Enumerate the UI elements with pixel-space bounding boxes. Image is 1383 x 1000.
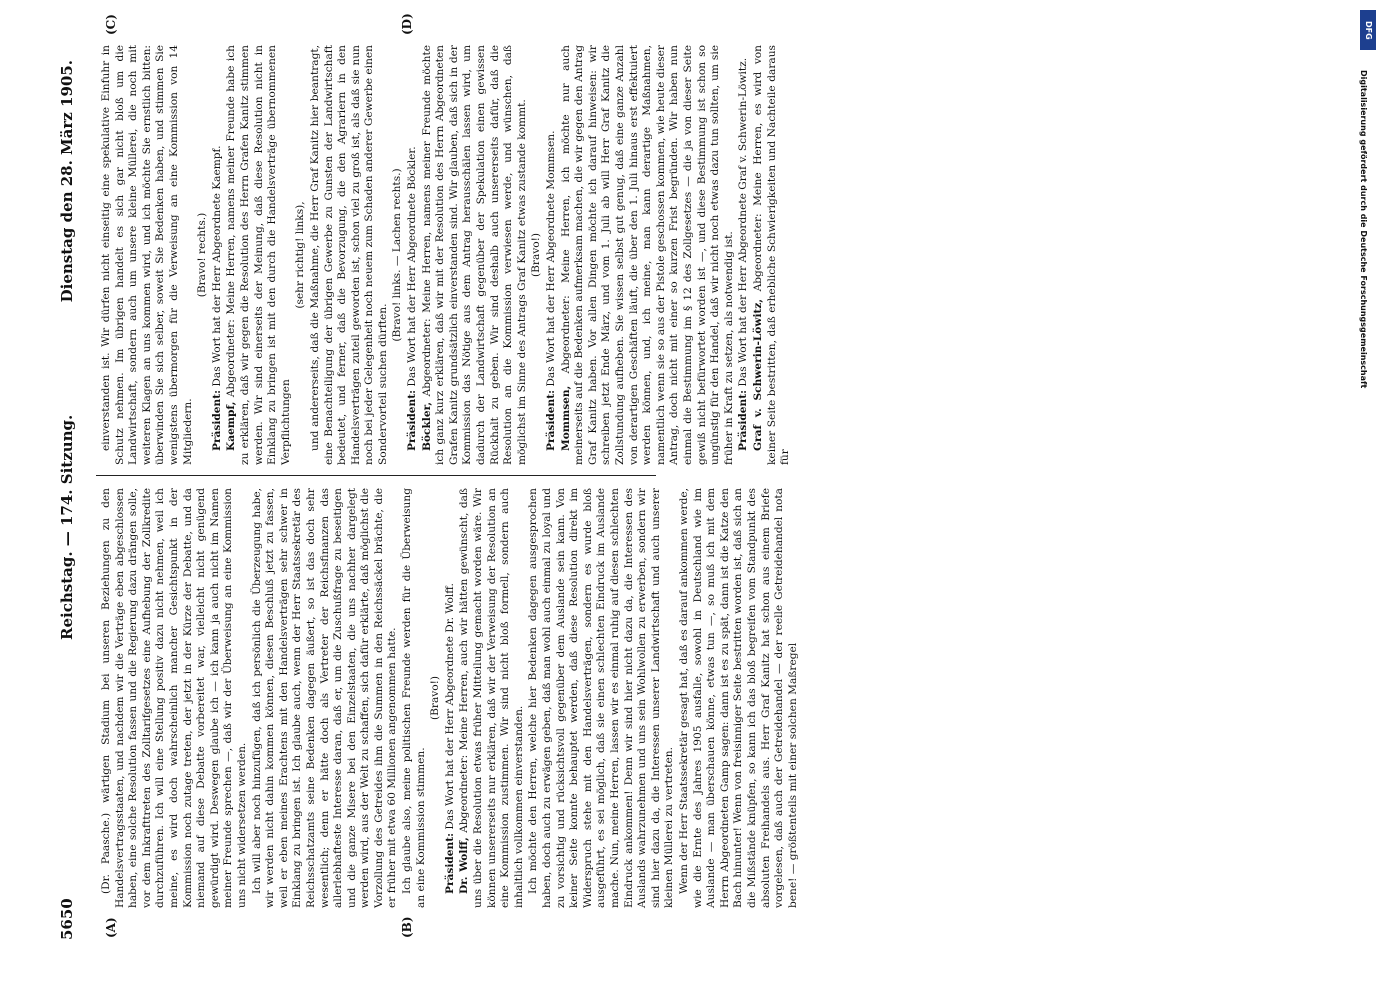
speaker-name: Präsident: [737,389,750,451]
interjection: (Bravo!) [530,232,543,278]
page-number: 5650 [58,898,76,940]
speech-paragraph [458,488,526,908]
body-paragraph: und andererseits, daß die Maßnahme, die Herr Graf Kanitz hier beantragt, eine Benachteiligung der übrigen Gewerbe zu Gunsten der Landwirtschaft bedeutet, und ferner, daß die Bevorzugung, die den Agrariern in den Handelsverträgen zuteil geworden ist, schon viel zu groß ist, als daß sie nun noch bei jeder Gelegenheit noch neuem zum Schaden anderer Gewerbe einen Sondervorteil suchen dürften. [308,45,389,465]
speech-text: Abgeordneter: Meine Herren, ich möchte nur auch meinerseits auf die Bedenken aufmerksam machen, die wir gegen den Antrag Graf Kanitz haben. Vor allen Dingen möchte ich darauf hinweisen: wir schreiben jetzt Ende März, und vom 1. Juli ab will Herr Graf Kanitz die Zollstundung aufheben. Sie wissen selbst gut genug, daß eine ganze Anzahl von derartigen Geschäften läuft, die über den 1. Juli hinaus erst effektuiert werden können, und, ich meine, man kann derartige Maßnahmen, namentlich wenn sie so aus der Pistole geschossen kommen, wie heute dieser Antrag, doch nicht mit einer so kurzen Frist begründen. Wir haben nun einmal die Bestimmung im § 12 des Zollgesetzes — die ja von dieser Seite gewiß nicht befürwortet worden ist —, und diese Bestimmung ist schon so ungünstig für den Handel, daß wir nicht noch etwas dazu tun sollten, um sie früher in Kraft zu setzen, als notwendig ist. [559,45,735,465]
speech-paragraph [406,45,420,465]
margin-marker-c: (C) [104,14,118,35]
margin-marker-b: (B) [400,916,414,938]
page-header [58,60,82,940]
session-title: Reichstag. — 174. Sitzung. [58,414,76,640]
speech-paragraph [421,45,530,465]
digitization-credit [1359,10,1379,990]
interjection: (sehr richtig! links), [294,201,307,309]
interjection: (Bravo!) [429,675,442,721]
speaker-name: Präsident: [210,389,223,451]
speaker-name: Böckler, [420,401,433,451]
speaker-name: Dr. Wolff, [458,837,471,894]
speaker-name: Graf v. Schwerin-Löwitz, [751,298,764,451]
session-date: Dienstag den 28. März 1905. [58,60,76,303]
speech-paragraph [560,45,737,465]
margin-marker-d: (D) [400,13,414,35]
body-paragraph: einverstanden ist. Wir dürfen nicht einseitig eine spekulative Einfuhr in Schutz nehmen. Im übrigen handelt es sich gar nicht bloß um die Landwirtschaft, sondern auch um unsere kleine Müllerei, die noch mit weiteren Klagen an uns kommen wird, und ich möchte Sie ernstlich bitten: überwinden Sie sich selber, soweit Sie Bedenken haben, und stimmen Sie wenigstens übermorgen für die Verweisung an eine Kommission von 14 Mitgliedern. [100,45,194,465]
speech-text: Das Wort hat der Herr Abgeordnete Graf v. Schwerin-Löwitz. [737,57,750,387]
dfg-logo: DFG [1360,10,1376,50]
speaker-name: Präsident: [545,389,557,451]
speech-text: Das Wort hat der Herr Abgeordnete Dr. Wolff. [443,583,456,830]
margin-marker-a: (A) [104,917,118,938]
speaker-name: Präsident: [406,389,419,451]
credit-text: Digitalisierung gefördert durch die Deutsche Forschungsgemeinschaft [1359,70,1368,389]
speaker-name: Präsident: [443,832,456,894]
body-paragraph: Wenn der Herr Staatssekretär gesagt hat, daß es darauf ankommen werde, wie die Ernte des Jahres 1905 ausfalle, sowohl in Deutschland wie im Auslande — man überschauen könne, etwas tun —, so muß ich mit dem Herrn Abgeordneten Gamp sagen: dann ist es zu spät, dann ist die Katze den Bach hinunter! Wenn von freisinniger Seite bestritten worden ist, daß sich an die Mißstände knüpfen, so kann ich das bloß begreifen vom Standpunkt des absoluten Freihandels aus. Herr Graf Kanitz hat schon aus einem Briefe vorgelesen, daß auch der Getreidehandel — der reelle Getreidehandel nota bene! — größtenteils mit einer solchen Maßregel [677,488,799,908]
speech-paragraph [752,45,793,465]
speaker-name: Kaempf, [225,401,238,451]
body-paragraph: Ich möchte den Herren, welche hier Bedenken dagegen ausgesprochen haben, doch auch zu erwägen geben, daß man wohl auch einmal zu loyal und zu vorsichtig und rücksichtsvoll gegenüber dem Auslande sein kann. Von keiner Seite konnte behauptet werden, daß diese Resolution direkt im Widerspruch stehe mit den Handelsverträgen, sondern es wurde bloß ausgeführt, es sei möglich, daß sie einen schlechten Eindruck im Auslande mache. Nun, meine Herren, lassen wir es einmal ruhig auf diesen schlechten Eindruck ankommen! Denn wir sind hier nicht dazu da, die Interessen des Auslands wahrzunehmen und uns sein Wohlwollen zu erwerben, sondern wir sind hier dazu da, die Interessen unserer Landwirtschaft und auch unserer kleinen Müllerei zu vertreten. [527,488,676,908]
column-divider [96,475,656,476]
speech-text: Abgeordneter: Meine Herren, namens meiner Freunde habe ich zu erklären, daß wir gegen die Resolution des Herrn Grafen Kanitz stimmen werden. Wir sind einerseits der Meinung, daß diese Resolution nicht in Einklang zu bringen ist mit den durch die Handelsverträge übernommenen Verpflichtungen [225,45,292,465]
speech-paragraph [225,45,293,465]
right-text-column [100,45,794,465]
interjection: (Bravo! rechts.) [196,212,209,298]
speech-text: Das Wort hat der Herr Abgeordnete Mommsen. [545,130,557,387]
speech-text: Abgeordneter: Meine Herren, namens meiner Freunde möchte ich ganz kurz erklären, daß wir mit der Resolution des Herrn Abgeordneten Grafen Kanitz grundsätzlich einverstanden sind. Wir glauben, daß sich in der Kommission das Nötige aus dem Antrag herausschälen lassen wird, um dadurch der Landwirtschaft gegenüber der Spekulation einen gewissen Rückhalt zu geben. Wir sind deshalb auch unsererseits dafür, daß die Resolution an die Kommission verwiesen werde, und wünschen, daß möglichst im Sinne des Antrags Graf Kanitz etwas zustande kommt. [420,45,528,465]
speech-text: Das Wort hat der Herr Abgeordnete Kaempf. [210,145,223,387]
speech-text: Abgeordneter: Meine Herren, es wird von keiner Seite bestritten, daß erhebliche Schwierigkeiten und Nachteile daraus für [751,45,792,465]
speech-text: Das Wort hat der Herr Abgeordnete Böckler. [406,146,419,387]
left-text-column [100,488,801,908]
body-paragraph: Ich will aber noch hinzufügen, daß ich persönlich die Überzeugung habe, wir werden nicht dahin kommen können, diesen Beschluß jetzt zu fassen, weil er eben meines Erachtens mit den Handelsverträgen sehr schwer in Einklang zu bringen ist. Ich glaube auch, wenn der Herr Staatssekretär des Reichsschatzamts seine Bedenken dagegen äußert, so ist das doch sehr wesentlich; denn er hätte doch als Vertreter der Reichsfinanzen das allerlebhafteste Interesse daran, daß er, um die Zuschußfrage zu beseitigen und die ganze Misere bei den Einzelstaaten, die uns nachher dargelegt werden wird, aus der Welt zu schaffen, sich dafür erklärte, daß möglichst die Vorzollung des Getreides ihm die Summen in den Reichssäckel brächte, die er früher mit etwa 60 Millionen angenommen hatte. [250,488,399,908]
body-paragraph: Ich glaube also, meine politischen Freunde werden für die Überweisung an eine Kommission stimmen. [401,488,427,908]
speech-paragraph [444,488,458,908]
speech-paragraph [211,45,225,465]
speaker-name: Mommsen, [559,385,572,451]
body-paragraph: (Dr. Paasche.) wärtigen Stadium bei unseren Beziehungen zu den Handelsvertragsstaaten, und nachdem wir die Verträge eben abgeschlossen haben, eine solche Resolution fassen und die Regierung dazu drängen solle, vor dem Inkrafttreten des Zolltarifgesetzes eine Aufhebung der Zollkredite durchzuführen. Ich will eine Stellung positiv dazu nicht nehmen, weil ich meine, es wird doch wahrscheinlich mancher Gesichtspunkt in der Kommission noch zutage treten, der jetzt in der Kürze der Debatte, und da niemand auf diese Debatte vorbereitet war, vielleicht nicht genügend gewürdigt wird. Deswegen glaube ich — ich kann ja auch nicht im Namen meiner Freunde sprechen —, daß wir der Überweisung an eine Kommission uns nicht widersetzen werden. [100,488,248,908]
interjection: (Bravo! links. — Lachen rechts.) [391,168,404,342]
speech-paragraph [737,45,751,465]
speech-text: Abgeordneter: Meine Herren, auch wir hätten gewünscht, daß uns über die Resolution etwas früher Mitteilung gemacht worden wäre. Wir können unsererseits nur erklären, daß wir der Verweisung der Resolution an eine Kommission zustimmen. Wir sind nicht bloß formell, sondern auch inhaltlich vollkommen einverstanden. [458,487,525,908]
speech-paragraph [545,45,559,465]
